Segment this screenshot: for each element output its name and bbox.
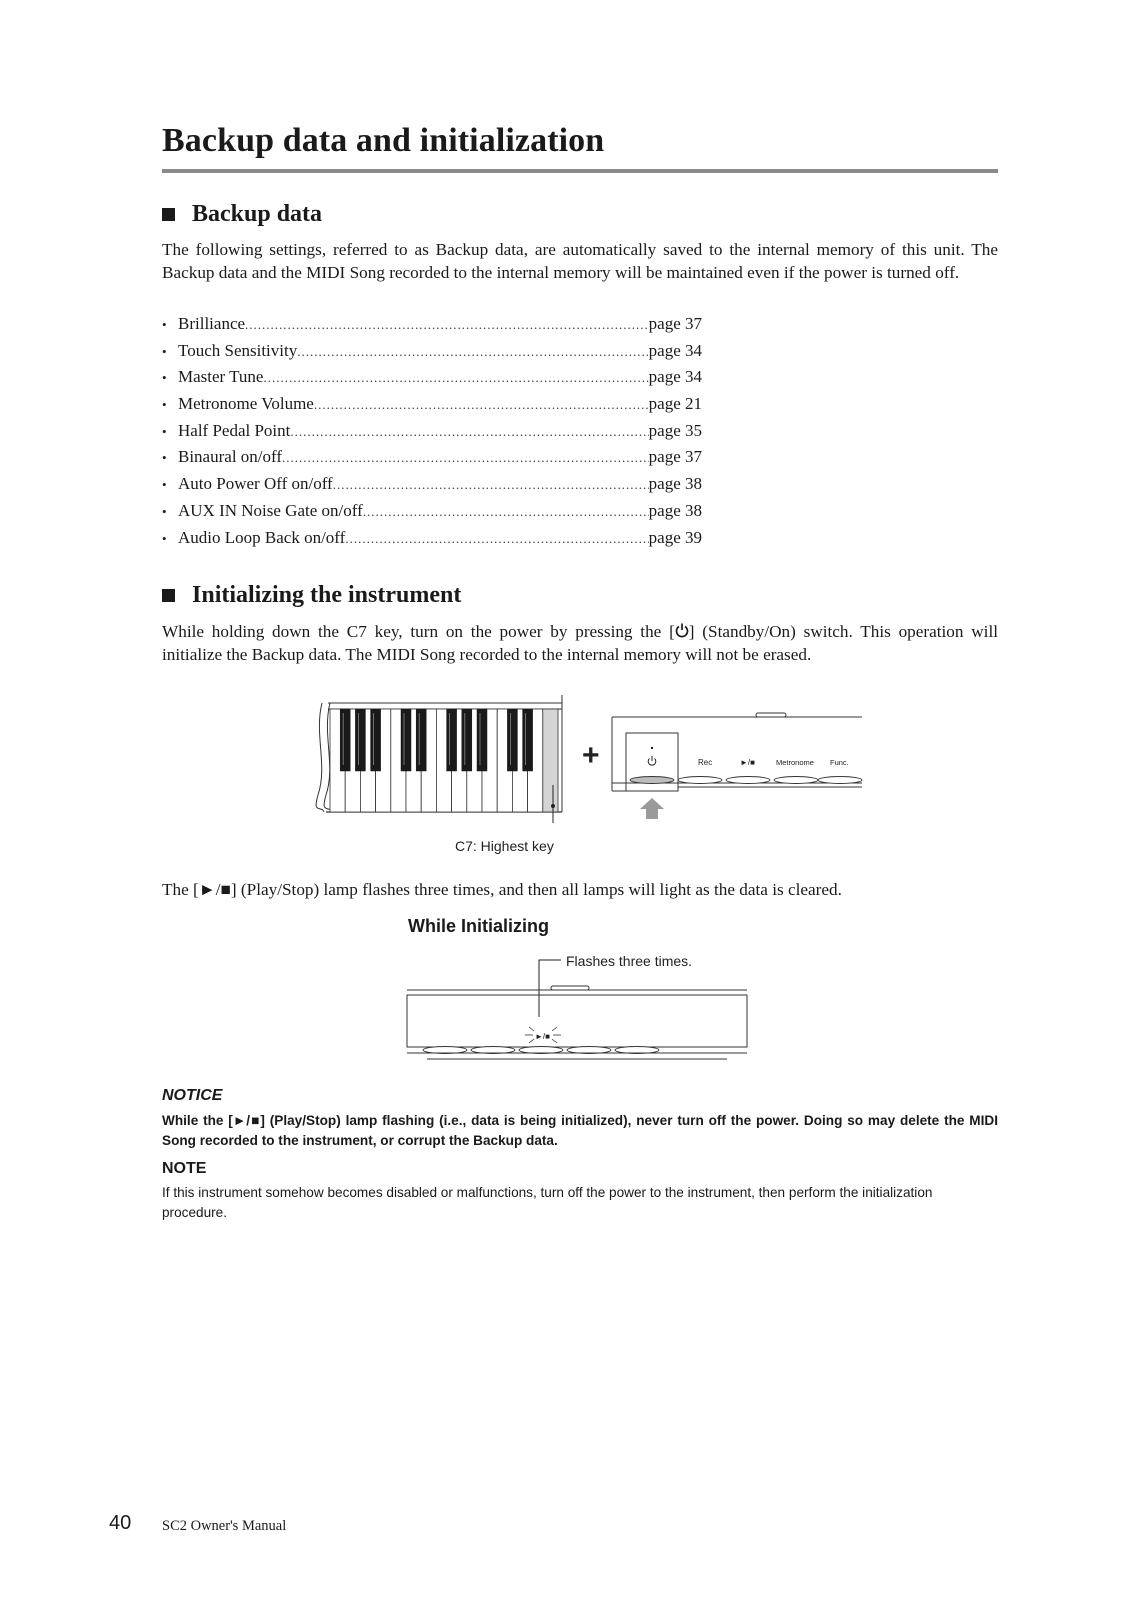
- press-arrow-icon: [640, 798, 664, 819]
- item-label: Metronome Volume: [178, 394, 314, 414]
- bullet-icon: •: [162, 530, 167, 546]
- leader-dots: [333, 472, 649, 499]
- list-item: [162, 498, 702, 525]
- power-icon: [675, 623, 689, 638]
- black-key: [523, 709, 533, 771]
- item-label: Half Pedal Point: [178, 420, 291, 440]
- backup-intro: The following settings, referred to as Backup data, are automatically saved to the internal memory of this unit. The Backup data and the MIDI Song recorded to the internal memory will be maintained even if the power is turned off.: [162, 240, 998, 282]
- list-item: [162, 311, 702, 338]
- panel-button: [630, 777, 674, 784]
- item-label: Brilliance: [178, 314, 246, 333]
- panel-button: [615, 1047, 659, 1054]
- panel-button: [818, 777, 862, 784]
- panel-label-play-stop: ►/■: [740, 758, 755, 767]
- square-bullet-icon: [162, 589, 175, 602]
- panel-button: [678, 777, 722, 784]
- manual-title: SC2 Owner's Manual: [162, 1518, 287, 1534]
- init-heading-text: Initializing the instrument: [192, 582, 462, 608]
- black-key: [416, 709, 426, 771]
- keyboard-panel-diagram: [300, 695, 900, 855]
- item-page-ref: page 37: [648, 314, 702, 333]
- bullet-icon: •: [162, 503, 167, 519]
- item-page-ref: page 34: [648, 367, 702, 387]
- while-initializing-heading: While Initializing: [408, 916, 549, 936]
- item-label: Touch Sensitivity: [178, 340, 298, 360]
- panel-button: [471, 1047, 515, 1054]
- black-key: [355, 709, 365, 771]
- page-number: 40: [109, 1512, 132, 1534]
- bullet-icon: •: [162, 317, 167, 332]
- bullet-icon: •: [162, 397, 167, 413]
- item-label: Auto Power Off on/off: [178, 474, 333, 494]
- flashes-callout: Flashes three times.: [566, 953, 693, 969]
- backup-heading: [162, 201, 322, 228]
- item-label: AUX IN Noise Gate on/off: [178, 500, 363, 520]
- panel-button: [774, 777, 818, 784]
- panel-button: [423, 1047, 467, 1054]
- black-key: [507, 709, 517, 771]
- key-caption: C7: Highest key: [455, 838, 554, 854]
- square-bullet-icon: [162, 208, 175, 221]
- leader-dots: [314, 392, 649, 419]
- item-page-ref: page 21: [648, 394, 702, 414]
- bullet-icon: •: [162, 370, 167, 386]
- item-page-ref: page 39: [648, 527, 702, 547]
- black-key: [447, 709, 457, 771]
- init-text-part1: While holding down the C7 key, turn on the power by pressing the [: [162, 622, 675, 641]
- black-key: [401, 709, 411, 771]
- item-label: Master Tune: [178, 367, 264, 387]
- black-key: [371, 709, 381, 771]
- bullet-icon: •: [162, 423, 167, 439]
- list-item: [162, 418, 702, 445]
- leader-dots: [245, 312, 649, 339]
- lamp-flash-diagram: [405, 955, 750, 1065]
- notice-text: While the [►/■] (Play/Stop) lamp flashing (i.e., data is being initialized), never turn off the power. Doing so may delete the MIDI Song recorded to the instrument, or corrupt the Backup data.: [162, 1113, 998, 1148]
- note-heading: NOTE: [162, 1160, 207, 1177]
- leader-dots: [290, 419, 648, 446]
- c7-highest-key: [543, 709, 558, 812]
- panel-button: [726, 777, 770, 784]
- list-item: [162, 471, 702, 498]
- backup-heading-text: Backup data: [192, 201, 323, 227]
- leader-dots: [297, 339, 648, 366]
- control-panel-illustration: [612, 713, 862, 819]
- item-page-ref: page 35: [648, 420, 702, 440]
- item-page-ref: page 38: [648, 474, 702, 494]
- leader-dots: [282, 445, 649, 472]
- keyboard-illustration: [316, 695, 562, 823]
- panel-label-metronome: Metronome: [776, 758, 814, 767]
- panel-button: [567, 1047, 611, 1054]
- list-item: [162, 364, 702, 391]
- black-key: [477, 709, 487, 771]
- panel-label-func: Func.: [830, 758, 849, 767]
- item-label: Audio Loop Back on/off: [178, 527, 346, 547]
- bullet-icon: •: [162, 343, 167, 359]
- bullet-icon: •: [162, 477, 167, 493]
- item-page-ref: page 38: [648, 500, 702, 520]
- bullet-icon: •: [162, 450, 167, 466]
- item-page-ref: page 34: [648, 340, 702, 360]
- panel-label-rec: Rec: [698, 758, 713, 767]
- item-label: Binaural on/off: [178, 447, 283, 467]
- init-heading: [162, 582, 461, 609]
- init-text-part2: ] (Standby/On) switch. This operation will initialize the Backup data. The MIDI Song recorded to the internal memory will not be erased.: [162, 622, 998, 664]
- list-item: [162, 338, 702, 365]
- power-switch-icon: [648, 756, 656, 765]
- black-key: [462, 709, 472, 771]
- leader-dots: [345, 526, 648, 553]
- page-title: Backup data and initialization: [162, 122, 605, 159]
- black-key: [340, 709, 350, 771]
- list-item: [162, 444, 702, 471]
- lamp-label: ►/■: [535, 1032, 550, 1041]
- init-instructions: [162, 620, 998, 666]
- note-text: If this instrument somehow becomes disabled or malfunctions, turn off the power to the instrument, then perform the initialization procedure.: [162, 1185, 933, 1220]
- list-item: [162, 391, 702, 418]
- leader-dots: [263, 365, 648, 392]
- title-rule: [162, 169, 998, 173]
- backup-items-list: [162, 311, 702, 551]
- plus-sign: +: [582, 739, 600, 772]
- leader-dots: [363, 499, 649, 526]
- lamp-explanation: The [►/■] (Play/Stop) lamp flashes three times, and then all lamps will light as the data is cleared.: [162, 880, 842, 899]
- list-item: [162, 525, 702, 552]
- panel-button: [519, 1047, 563, 1054]
- item-page-ref: page 37: [648, 447, 702, 467]
- notice-heading: NOTICE: [162, 1087, 223, 1104]
